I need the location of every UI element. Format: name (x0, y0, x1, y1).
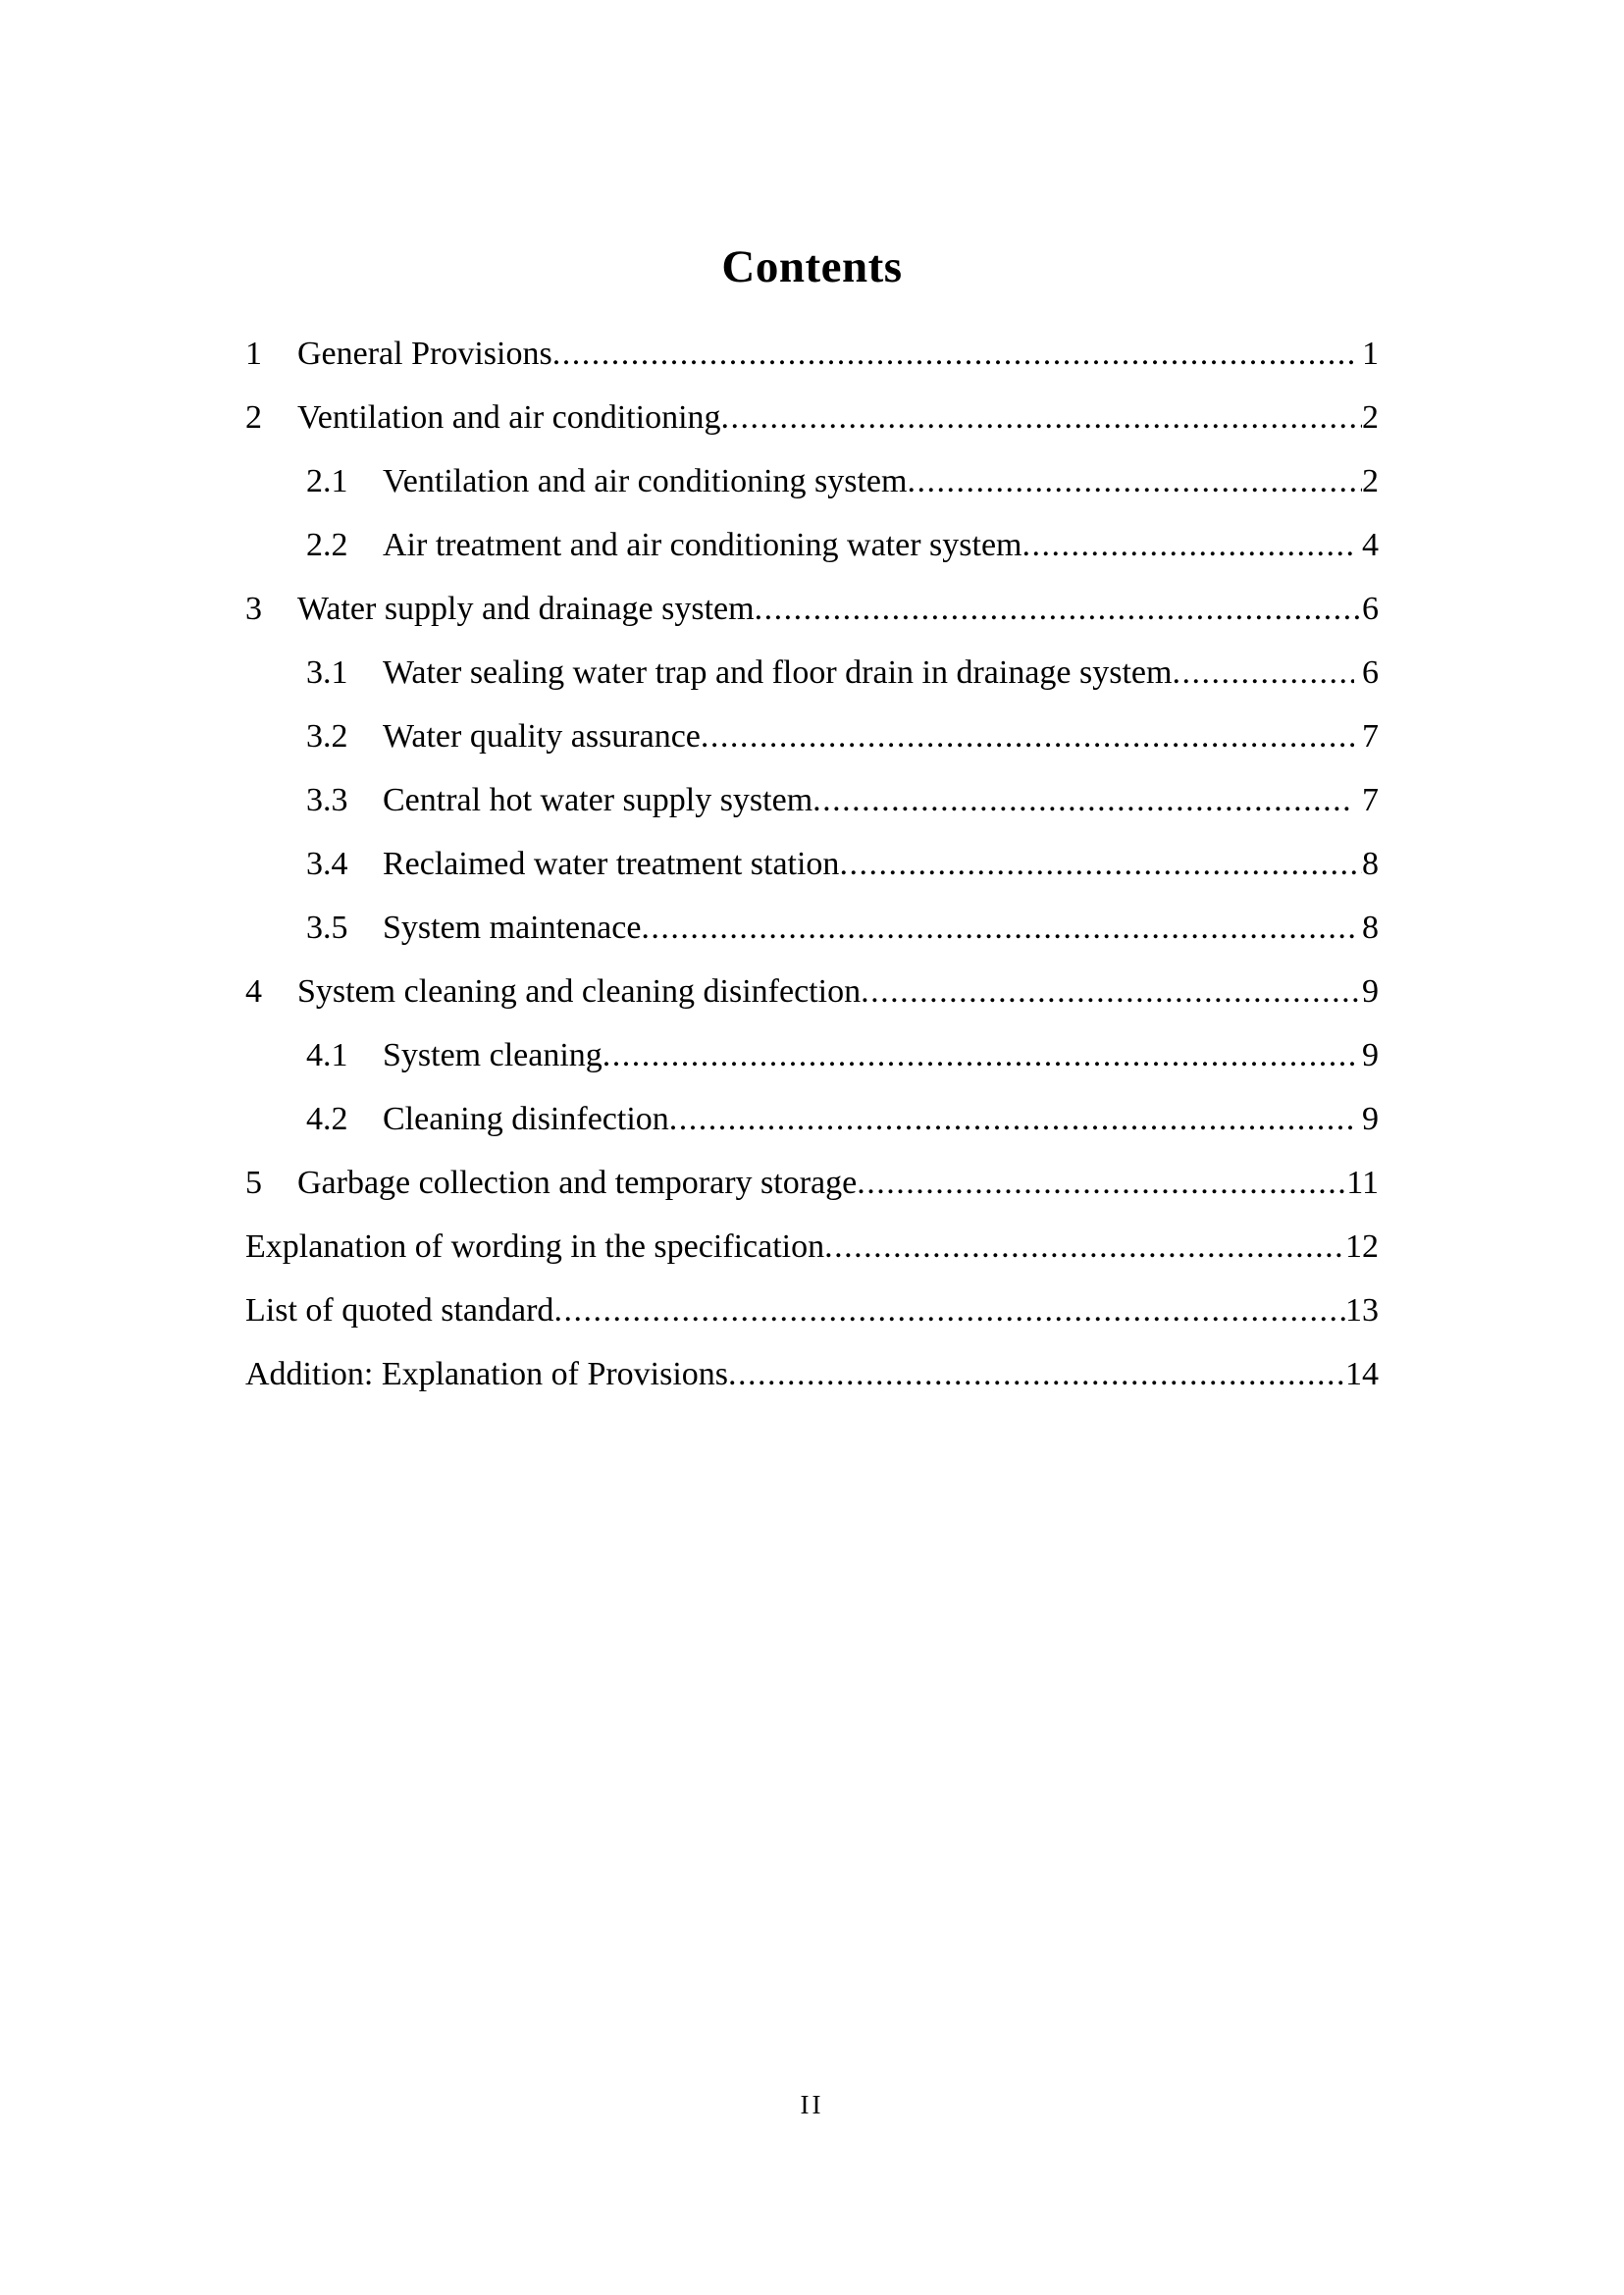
toc-entry-number: 3.1 (306, 654, 348, 691)
toc-entry-page-number: 2 (1362, 399, 1379, 436)
toc-entry (245, 386, 1379, 449)
dot-leader (755, 577, 1362, 641)
toc-entry-number: 1 (245, 336, 262, 372)
dot-leader (857, 1151, 1346, 1215)
dot-leader (552, 322, 1354, 386)
dot-leader (812, 768, 1353, 832)
dot-leader (641, 896, 1353, 960)
toc-entry (245, 449, 1379, 513)
toc-entry-number: 2.2 (306, 527, 348, 563)
dot-leader (839, 832, 1362, 896)
toc-entry-number: 5 (245, 1165, 262, 1201)
toc-entry-page-number: 7 (1353, 718, 1379, 755)
toc-entry-label: Garbage collection and temporary storage (297, 1165, 858, 1201)
toc-entry (245, 1215, 1379, 1278)
toc-entry (245, 1023, 1379, 1087)
toc-entry-number: 2.1 (306, 463, 348, 499)
toc-entry (245, 641, 1379, 704)
dot-leader (1022, 513, 1353, 577)
toc-entry (245, 1151, 1379, 1215)
dot-leader (1172, 641, 1353, 704)
toc-entry-number: 3.5 (306, 910, 348, 946)
toc-entry (245, 832, 1379, 896)
dot-leader (907, 449, 1362, 513)
toc-entry-page-number: 7 (1353, 782, 1379, 818)
toc-entry-number: 4 (245, 973, 262, 1010)
toc-entry-number: 3.2 (306, 718, 348, 755)
toc-entry-page-number: 6 (1353, 654, 1379, 691)
dot-leader (701, 704, 1354, 768)
toc-entry-label: Explanation of wording in the specification (245, 1228, 825, 1265)
toc-entry-label: System maintenace (383, 910, 642, 946)
toc-entry-page-number: 13 (1345, 1292, 1379, 1329)
toc-entry (245, 1278, 1379, 1342)
toc-entry (245, 704, 1379, 768)
toc-entry-page-number: 4 (1353, 527, 1379, 563)
toc-entry-number: 3.4 (306, 846, 348, 882)
toc-entry (245, 1087, 1379, 1151)
toc-entry (245, 577, 1379, 641)
dot-leader (824, 1215, 1345, 1278)
toc-entry-number: 3.3 (306, 782, 348, 818)
toc-entry-page-number: 9 (1353, 1101, 1379, 1137)
toc-entry (245, 322, 1379, 386)
toc-entry (245, 960, 1379, 1023)
toc-entry-label: Cleaning disinfection (383, 1101, 669, 1137)
toc-entry-label: System cleaning (383, 1037, 602, 1073)
page-title: Contents (721, 241, 903, 293)
toc-entry-page-number: 8 (1353, 910, 1379, 946)
toc-entry-page-number: 6 (1362, 591, 1379, 627)
toc-entry-number: 4.2 (306, 1101, 348, 1137)
dot-leader (721, 386, 1362, 449)
toc-entry-page-number: 9 (1353, 1037, 1379, 1073)
toc-entry-label: Water quality assurance (383, 718, 701, 755)
dot-leader (669, 1087, 1354, 1151)
toc-entry-page-number: 9 (1362, 973, 1379, 1010)
toc-entry-page-number: 11 (1346, 1165, 1379, 1201)
toc-entry-number: 4.1 (306, 1037, 348, 1073)
toc-entry-label: Water sealing water trap and floor drain in drainage system (383, 654, 1173, 691)
dot-leader (861, 960, 1362, 1023)
toc-entry-label: System cleaning and cleaning disinfection (297, 973, 862, 1010)
toc-entry-label: Air treatment and air conditioning water system (383, 527, 1022, 563)
toc-entry-page-number: 12 (1345, 1228, 1379, 1265)
toc-entry-label: Ventilation and air conditioning (297, 399, 721, 436)
toc-entry (245, 513, 1379, 577)
toc-entry-page-number: 1 (1353, 336, 1379, 372)
toc-entry (245, 1342, 1379, 1406)
toc-entry (245, 768, 1379, 832)
toc-entry-label: Central hot water supply system (383, 782, 813, 818)
toc-entry-number: 2 (245, 399, 262, 436)
toc-entry-page-number: 8 (1362, 846, 1379, 882)
toc-entry (245, 896, 1379, 960)
toc-entry-label: Reclaimed water treatment station (383, 846, 840, 882)
dot-leader (728, 1342, 1345, 1406)
toc-list (245, 322, 1379, 1406)
toc-entry-label: Addition: Explanation of Provisions (245, 1356, 729, 1392)
dot-leader (553, 1278, 1345, 1342)
toc-entry-page-number: 14 (1345, 1356, 1379, 1392)
toc-entry-label: Water supply and drainage system (297, 591, 755, 627)
toc-entry-number: 3 (245, 591, 262, 627)
dot-leader (602, 1023, 1354, 1087)
toc-entry-label: Ventilation and air conditioning system (383, 463, 908, 499)
page-number-footer: II (800, 2090, 824, 2119)
toc-entry-label: General Provisions (297, 336, 552, 372)
toc-entry-page-number: 2 (1362, 463, 1379, 499)
toc-entry-label: List of quoted standard (245, 1292, 554, 1329)
